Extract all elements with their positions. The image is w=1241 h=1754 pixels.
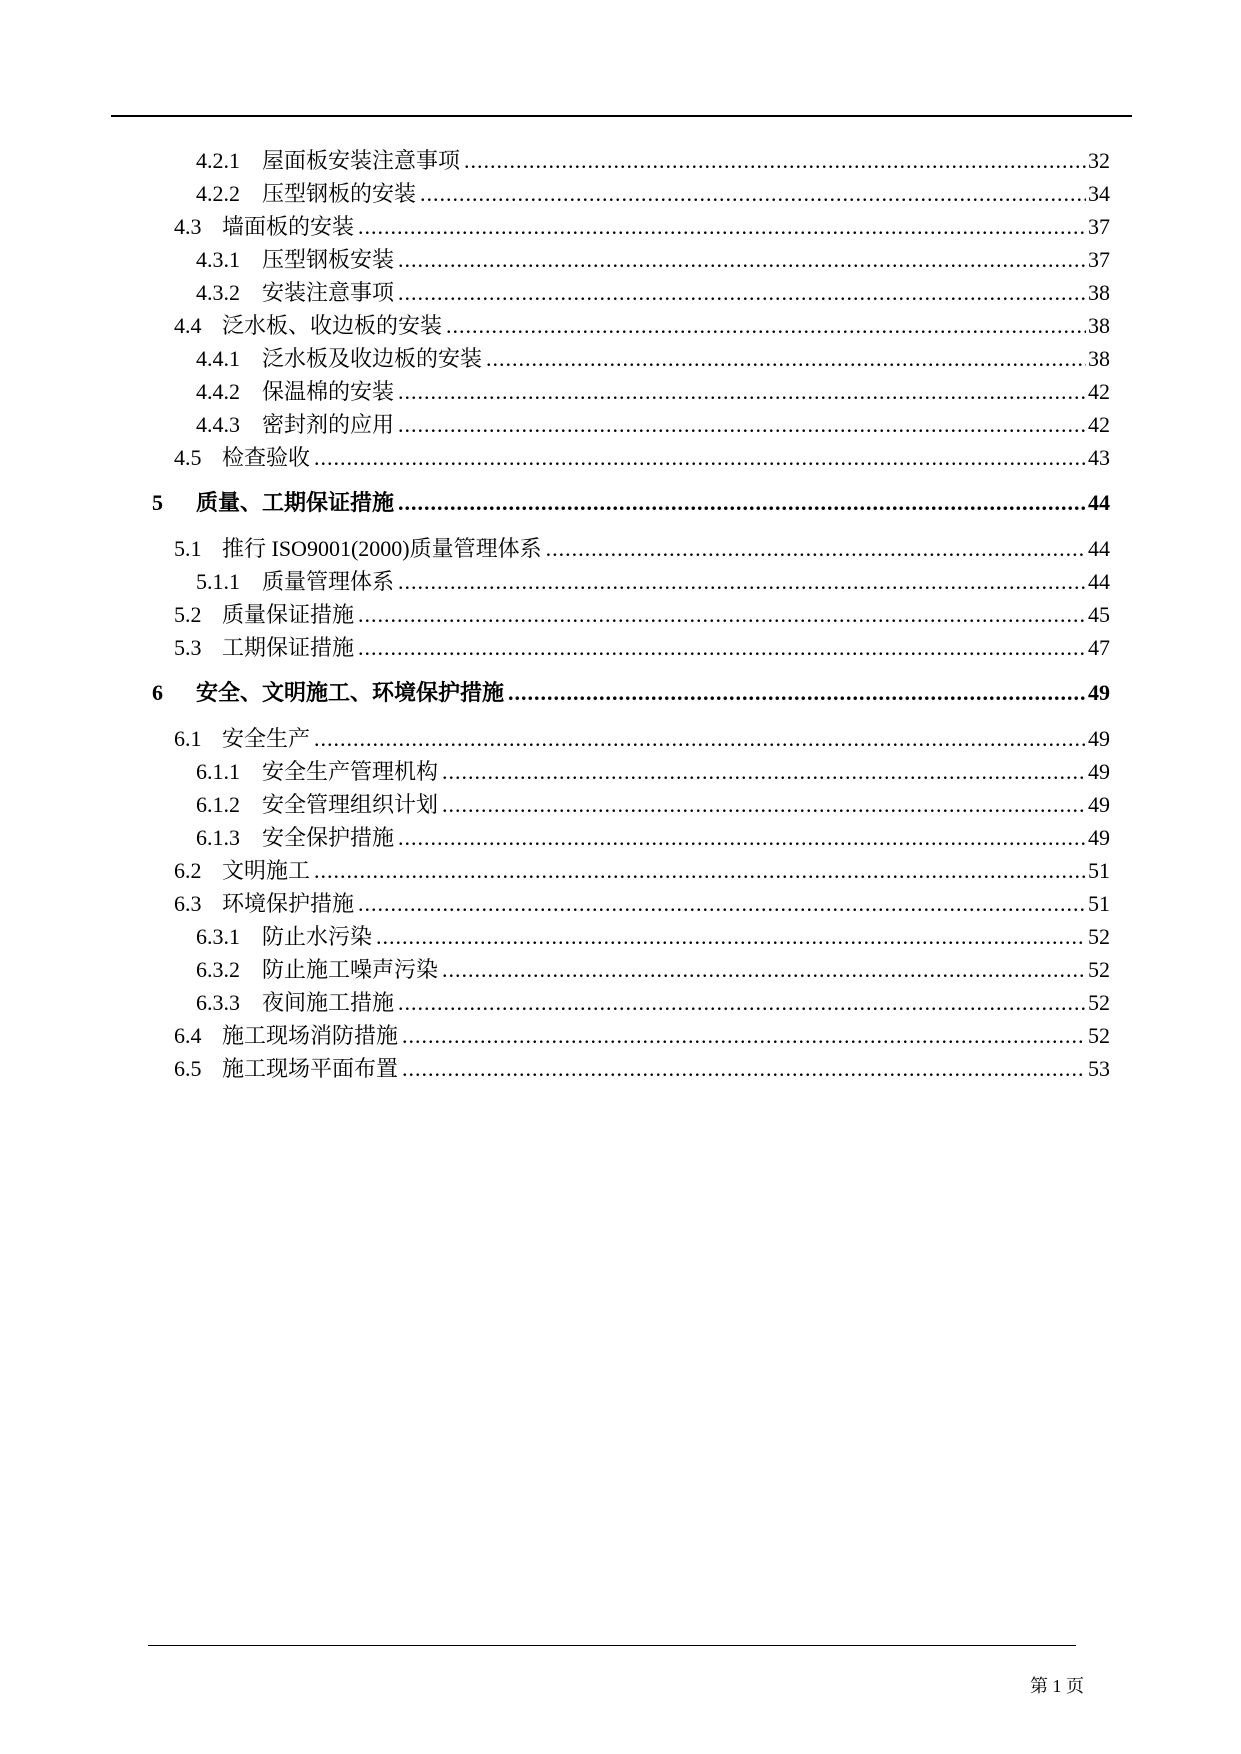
toc-entry-title: 夜间施工措施 [262,990,395,1015]
toc-entry-number: 4.4 [174,313,202,338]
toc-entry[interactable] [152,276,1110,309]
toc-entry[interactable] [152,441,1110,474]
toc-entry-page: 49 [1088,680,1110,705]
dot-leader [420,177,1086,210]
toc-entry[interactable] [152,375,1110,408]
dot-leader [358,887,1086,920]
toc-entry-title: 防止施工噪声污染 [262,957,439,982]
toc-entry-title: 工期保证措施 [222,635,355,660]
toc-entry-title: 泛水板及收边板的安装 [262,346,483,371]
toc-entry-page: 43 [1088,445,1110,470]
toc-entry-page: 49 [1088,825,1110,850]
toc-entry-title: 施工现场消防措施 [222,1023,399,1048]
toc-entry[interactable] [152,821,1110,854]
dot-leader [398,375,1086,408]
toc-entry-number: 5.1 [174,536,202,561]
toc-entry-number: 5 [152,490,163,515]
toc-entry-title: 质量保证措施 [222,602,355,627]
toc-entry-title: 施工现场平面布置 [222,1056,399,1081]
toc-entry[interactable] [152,631,1110,664]
toc-entry-number: 6.1.1 [196,759,240,784]
toc-entry[interactable] [152,177,1110,210]
dot-leader [442,755,1086,788]
toc-entry-title: 防止水污染 [262,924,373,949]
toc-entry[interactable] [152,1052,1110,1085]
dot-leader [398,408,1086,441]
toc-entry-number: 6.4 [174,1023,202,1048]
toc-entry-number: 6.3.2 [196,957,240,982]
toc-entry[interactable] [152,953,1110,986]
toc-entry-number: 5.3 [174,635,202,660]
dot-leader [314,722,1086,755]
toc-entry-number: 6 [152,680,163,705]
toc-entry-title: 压型钢板安装 [262,247,395,272]
toc-entry-number: 6.1.3 [196,825,240,850]
header-rule [111,115,1132,117]
toc-entry-title: 推行 ISO9001(2000)质量管理体系 [222,536,542,561]
toc-entry-title: 密封剂的应用 [262,412,395,437]
toc-entry-page: 42 [1088,379,1110,404]
dot-leader [442,788,1086,821]
toc-entry-number: 4.5 [174,445,202,470]
footer-rule [148,1645,1076,1646]
toc-entry-page: 42 [1088,412,1110,437]
toc-entry-title: 墙面板的安装 [222,214,355,239]
dot-leader [398,276,1086,309]
dot-leader [358,598,1086,631]
dot-leader [398,821,1086,854]
toc-entry-number: 4.4.1 [196,346,240,371]
toc-entry-title: 质量、工期保证措施 [196,490,395,515]
dot-leader [358,210,1086,243]
toc-entry-number: 4.2.1 [196,148,240,173]
toc-entry-page: 32 [1088,148,1110,173]
toc-entry-number: 4.3.2 [196,280,240,305]
toc-entry-title: 文明施工 [222,858,311,883]
dot-leader [358,631,1086,664]
toc-entry-number: 6.1 [174,726,202,751]
dot-leader [398,986,1086,1019]
toc-entry[interactable] [152,755,1110,788]
toc-entry-page: 34 [1088,181,1110,206]
toc-entry[interactable] [152,408,1110,441]
toc-entry-title: 检查验收 [222,445,311,470]
dot-leader [442,953,1086,986]
dot-leader [314,441,1086,474]
dot-leader [546,532,1086,565]
toc-entry-title: 安全生产管理机构 [262,759,439,784]
toc-entry-page: 52 [1088,924,1110,949]
toc-entry-page: 38 [1088,280,1110,305]
toc-entry-page: 49 [1088,792,1110,817]
toc-entry-page: 47 [1088,635,1110,660]
table-of-contents [152,144,1110,1085]
toc-entry-number: 6.3 [174,891,202,916]
toc-entry-title: 安全保护措施 [262,825,395,850]
toc-entry-page: 44 [1088,569,1110,594]
toc-entry[interactable] [152,854,1110,887]
toc-entry[interactable] [152,887,1110,920]
toc-entry-page: 44 [1088,536,1110,561]
toc-entry-number: 5.2 [174,602,202,627]
toc-entry-number: 6.3.3 [196,990,240,1015]
toc-entry[interactable] [152,243,1110,276]
toc-entry-page: 38 [1088,346,1110,371]
toc-entry-number: 4.4.2 [196,379,240,404]
dot-leader [398,565,1086,598]
toc-entry[interactable] [152,788,1110,821]
toc-entry-title: 屋面板安装注意事项 [262,148,461,173]
toc-entry-page: 51 [1088,891,1110,916]
toc-entry-number: 6.2 [174,858,202,883]
toc-entry-number: 4.2.2 [196,181,240,206]
toc-entry-title: 泛水板、收边板的安装 [222,313,443,338]
toc-entry[interactable] [152,986,1110,1019]
toc-entry-page: 52 [1088,957,1110,982]
toc-entry-title: 安全、文明施工、环境保护措施 [196,680,505,705]
toc-entry-title: 安全管理组织计划 [262,792,439,817]
toc-entry-page: 37 [1088,214,1110,239]
dot-leader [398,243,1086,276]
toc-entry-number: 6.3.1 [196,924,240,949]
toc-entry[interactable] [152,309,1110,342]
dot-leader [446,309,1086,342]
toc-entry-title: 安全生产 [222,726,311,751]
dot-leader [486,342,1086,375]
toc-entry-title: 环境保护措施 [222,891,355,916]
dot-leader [314,854,1086,887]
toc-entry-number: 4.3 [174,214,202,239]
toc-entry-number: 4.4.3 [196,412,240,437]
toc-entry-title: 质量管理体系 [262,569,395,594]
toc-entry[interactable] [152,676,1110,710]
toc-entry[interactable] [152,722,1110,755]
toc-entry-title: 安装注意事项 [262,280,395,305]
toc-entry-page: 53 [1088,1056,1110,1081]
dot-leader [376,920,1086,953]
toc-entry-page: 52 [1088,990,1110,1015]
toc-entry[interactable] [152,1019,1110,1052]
toc-entry-title: 保温棉的安装 [262,379,395,404]
toc-entry[interactable] [152,144,1110,177]
toc-entry-page: 44 [1088,490,1110,515]
dot-leader [402,1052,1086,1085]
toc-entry-page: 51 [1088,858,1110,883]
footer-page-number: 第 1 页 [1030,1676,1084,1696]
toc-entry-number: 5.1.1 [196,569,240,594]
toc-entry-page: 49 [1088,726,1110,751]
toc-entry-page: 37 [1088,247,1110,272]
toc-entry-page: 45 [1088,602,1110,627]
toc-entry[interactable] [152,920,1110,953]
dot-leader [508,676,1086,710]
toc-entry[interactable] [152,598,1110,631]
toc-entry[interactable] [152,210,1110,243]
toc-entry[interactable] [152,486,1110,520]
toc-entry-number: 6.1.2 [196,792,240,817]
toc-entry-number: 6.5 [174,1056,202,1081]
toc-entry-page: 49 [1088,759,1110,784]
toc-entry[interactable] [152,342,1110,375]
toc-entry[interactable] [152,532,1110,565]
toc-entry-page: 52 [1088,1023,1110,1048]
toc-entry-page: 38 [1088,313,1110,338]
dot-leader [398,486,1086,520]
dot-leader [402,1019,1086,1052]
toc-entry-title: 压型钢板的安装 [262,181,417,206]
dot-leader [464,144,1086,177]
toc-entry-number: 4.3.1 [196,247,240,272]
toc-entry[interactable] [152,565,1110,598]
